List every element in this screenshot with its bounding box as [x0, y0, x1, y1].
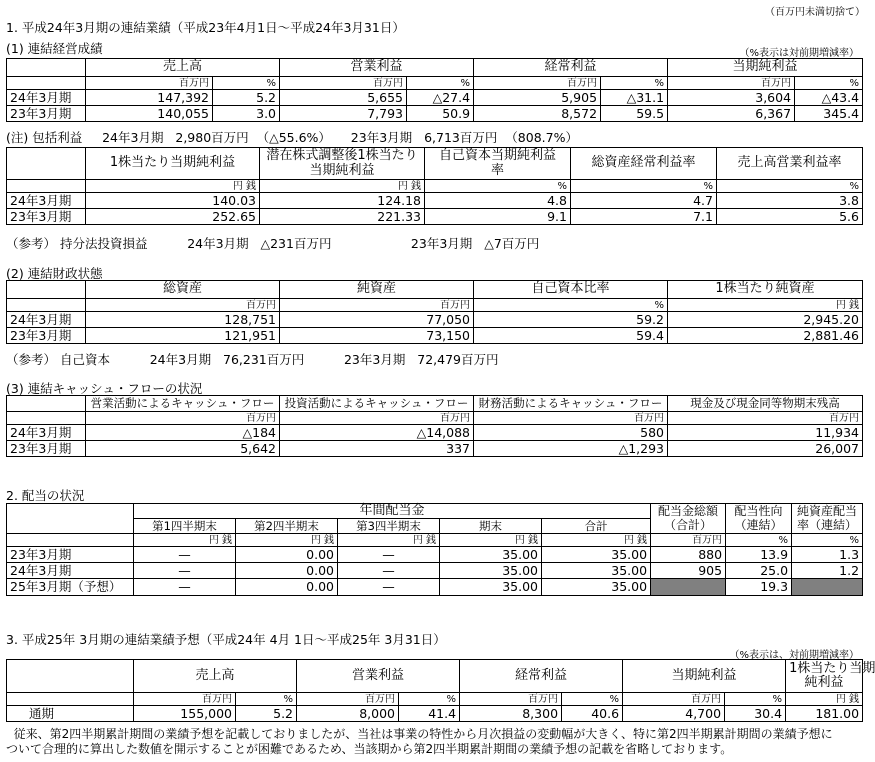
col-head: 1株当たり当期 純利益 [786, 660, 863, 693]
cell: 2,881.46 [668, 328, 863, 344]
row-label: 24年3月期 [7, 193, 86, 209]
cell: 221.33 [260, 209, 425, 225]
col-head: 純資産 [280, 281, 474, 299]
unit: 百万円 [86, 299, 280, 312]
unit: % [425, 180, 571, 193]
unit: 百万円 [651, 534, 726, 547]
unit: 円 銭 [134, 534, 236, 547]
cell: 8,300 [460, 706, 562, 722]
cell: — [134, 563, 236, 579]
col-head: 当期純利益 [623, 660, 786, 693]
section4-title: 2. 配当の状況 [6, 488, 85, 503]
row-label: 23年3月期 [7, 441, 86, 457]
table-row [7, 90, 863, 106]
cell: 2,945.20 [668, 312, 863, 328]
cell: 9.1 [425, 209, 571, 225]
cell: 905 [651, 563, 726, 579]
unit: 百万円 [86, 77, 213, 90]
cell: 1.3 [792, 547, 863, 563]
cell: 1.2 [792, 563, 863, 579]
row-label: 23年3月期 [7, 209, 86, 225]
table-row [7, 441, 863, 457]
cell: 880 [651, 547, 726, 563]
unit: 百万円 [297, 693, 399, 706]
unit: % [407, 77, 474, 90]
cell: 40.6 [562, 706, 623, 722]
cell: 181.00 [786, 706, 863, 722]
cell: 345.4 [795, 106, 863, 122]
row-label: 23年3月期 [7, 547, 134, 563]
cell: 41.4 [399, 706, 460, 722]
cell: △184 [86, 425, 280, 441]
cell: 121,951 [86, 328, 280, 344]
cell: 4.8 [425, 193, 571, 209]
row-label: 24年3月期 [7, 425, 86, 441]
shaded-cell [651, 579, 726, 596]
cell: 580 [474, 425, 668, 441]
col-head: 潜在株式調整後1株当たり 当期純利益 [260, 148, 425, 180]
cell: 124.18 [260, 193, 425, 209]
unit: % [792, 534, 863, 547]
unit: 百万円 [460, 693, 562, 706]
row-label: 24年3月期 [7, 90, 86, 106]
cell: 5.2 [236, 706, 297, 722]
cell: 4.7 [571, 193, 717, 209]
unit: 百万円 [280, 299, 474, 312]
col-head: 財務活動によるキャッシュ・フロー [474, 396, 668, 412]
col-head: 自己資本比率 [474, 281, 668, 299]
cell: 26,007 [668, 441, 863, 457]
unit: 百万円 [474, 77, 601, 90]
cell: 140.03 [86, 193, 260, 209]
cell: △27.4 [407, 90, 474, 106]
cell: 77,050 [280, 312, 474, 328]
section1-sub: (1) 連結経営成績 [6, 41, 103, 56]
financial-position-table [6, 280, 863, 344]
dividend-table [6, 503, 863, 596]
col-head: 期末 [440, 519, 542, 534]
cell: 30.4 [725, 706, 786, 722]
cell: 5,905 [474, 90, 601, 106]
cell: 0.00 [236, 579, 338, 596]
col-head: 第3四半期末 [338, 519, 440, 534]
table-row [7, 579, 863, 596]
cell: 4,700 [623, 706, 725, 722]
cell: 35.00 [440, 579, 542, 596]
col-head: 合計 [542, 519, 651, 534]
col-head: 売上高営業利益率 [717, 148, 863, 180]
forecast-table [6, 659, 875, 722]
col-head: 総資産経常利益率 [571, 148, 717, 180]
cell: 5.2 [213, 90, 280, 106]
group-head: 年間配当金 [134, 504, 651, 519]
unit: % [213, 77, 280, 90]
section1-title: 1. 平成24年3月期の連結業績（平成23年4月1日～平成24年3月31日） [6, 20, 405, 35]
col-head: 経常利益 [460, 660, 623, 693]
col-head: 第2四半期末 [236, 519, 338, 534]
unit: % [474, 299, 668, 312]
equity-note: （参考） 自己資本 24年3月期 76,231百万円 23年3月期 72,479百万円 [6, 352, 499, 367]
row-label: 通期 [7, 706, 134, 722]
unit: % [236, 693, 297, 706]
unit-note: （百万円未満切捨て） [765, 7, 865, 18]
cell: 59.5 [601, 106, 668, 122]
col-head: 営業活動によるキャッシュ・フロー [86, 396, 280, 412]
unit: 百万円 [280, 77, 407, 90]
cell: 3.0 [213, 106, 280, 122]
unit: 百万円 [668, 412, 863, 425]
col-head: 経常利益 [474, 59, 668, 77]
col-head: 当期純利益 [668, 59, 863, 77]
cell: 59.4 [474, 328, 668, 344]
unit: 円 銭 [260, 180, 425, 193]
unit: % [725, 693, 786, 706]
pct-note: （%表示は対前期増減率） [739, 48, 859, 59]
cell: — [134, 579, 236, 596]
table-row [7, 193, 863, 209]
cell: 5,655 [280, 90, 407, 106]
table-row [7, 209, 863, 225]
section3-sub: (3) 連結キャッシュ・フローの状況 [6, 381, 203, 396]
col-head: 配当性向 （連結） [726, 504, 792, 534]
forecast-footnote: 従来、第2四半期累計期間の業績予想を記載しておりましたが、当社は事業の特性から月次損益の変動幅が大きく、特に第2四半期累計期間の業績予想に ついて合理的に算出した数値を開示することが困難であるため、当該期から第2四半期累計期間の業績予想の記載を省略しております。 [6, 727, 833, 756]
cell: 155,000 [134, 706, 236, 722]
cell: 337 [280, 441, 474, 457]
cell: 35.00 [542, 563, 651, 579]
col-head: 売上高 [134, 660, 297, 693]
unit: % [571, 180, 717, 193]
unit: 百万円 [134, 693, 236, 706]
row-label: 23年3月期 [7, 328, 86, 344]
col-head: 営業利益 [297, 660, 460, 693]
cell: — [338, 563, 440, 579]
unit: 円 銭 [786, 693, 863, 706]
operating-results-table [6, 58, 863, 122]
cell: 25.0 [726, 563, 792, 579]
cell: 5,642 [86, 441, 280, 457]
table-row [7, 563, 863, 579]
unit: % [726, 534, 792, 547]
cell: 5.6 [717, 209, 863, 225]
cell: 73,150 [280, 328, 474, 344]
unit: 百万円 [86, 412, 280, 425]
col-head: 第1四半期末 [134, 519, 236, 534]
col-head: 1株当たり純資産 [668, 281, 863, 299]
cell: △43.4 [795, 90, 863, 106]
cell: — [134, 547, 236, 563]
col-head: 自己資本当期純利益 率 [425, 148, 571, 180]
unit: % [601, 77, 668, 90]
table-row [7, 425, 863, 441]
equity-method-note: （参考） 持分法投資損益 24年3月期 △231百万円 23年3月期 △7百万円 [6, 236, 540, 251]
table-row [7, 312, 863, 328]
per-share-table [6, 147, 863, 225]
col-head: 現金及び現金同等物期末残高 [668, 396, 863, 412]
shaded-cell [792, 579, 863, 596]
cell: 3,604 [668, 90, 795, 106]
col-head: 投資活動によるキャッシュ・フロー [280, 396, 474, 412]
section2-sub: (2) 連結財政状態 [6, 266, 103, 281]
table-row [7, 328, 863, 344]
cell: 59.2 [474, 312, 668, 328]
col-head: 純資産配当 率（連結） [792, 504, 863, 534]
col-head: 配当金総額 （合計） [651, 504, 726, 534]
unit: 百万円 [280, 412, 474, 425]
row-label: 24年3月期 [7, 563, 134, 579]
unit: 百万円 [474, 412, 668, 425]
cell: 35.00 [440, 547, 542, 563]
cell: 140,055 [86, 106, 213, 122]
unit: 百万円 [668, 77, 795, 90]
cell: 7,793 [280, 106, 407, 122]
cell: △14,088 [280, 425, 474, 441]
comprehensive-income-note: (注) 包括利益 24年3月期 2,980百万円 （△55.6%） 23年3月期 6,713百万円 （808.7%） [6, 130, 578, 145]
cell: 147,392 [86, 90, 213, 106]
col-head: 総資産 [86, 281, 280, 299]
col-head: 営業利益 [280, 59, 474, 77]
cell: 3.8 [717, 193, 863, 209]
cell: △31.1 [601, 90, 668, 106]
cell: 252.65 [86, 209, 260, 225]
unit: % [795, 77, 863, 90]
cell: 19.3 [726, 579, 792, 596]
cash-flow-table [6, 395, 863, 457]
cell: △1,293 [474, 441, 668, 457]
unit: 百万円 [623, 693, 725, 706]
unit: 円 銭 [668, 299, 863, 312]
unit: % [717, 180, 863, 193]
section5-title: 3. 平成25年 3月期の連結業績予想（平成24年 4月 1日～平成25年 3月31日） [6, 632, 446, 647]
unit: % [399, 693, 460, 706]
unit: 円 銭 [542, 534, 651, 547]
unit: 円 銭 [338, 534, 440, 547]
cell: 8,000 [297, 706, 399, 722]
col-head: 1株当たり当期純利益 [86, 148, 260, 180]
unit: 円 銭 [236, 534, 338, 547]
unit: 円 銭 [86, 180, 260, 193]
cell: — [338, 547, 440, 563]
row-label: 24年3月期 [7, 312, 86, 328]
cell: 50.9 [407, 106, 474, 122]
cell: 0.00 [236, 563, 338, 579]
cell: — [338, 579, 440, 596]
unit: 円 銭 [440, 534, 542, 547]
pct-note: （%表示は、対前期増減率） [729, 650, 859, 661]
col-head: 売上高 [86, 59, 280, 77]
cell: 35.00 [542, 547, 651, 563]
cell: 13.9 [726, 547, 792, 563]
cell: 35.00 [440, 563, 542, 579]
row-label: 23年3月期 [7, 106, 86, 122]
table-row [7, 106, 863, 122]
table-row [7, 706, 863, 722]
cell: 11,934 [668, 425, 863, 441]
cell: 7.1 [571, 209, 717, 225]
table-row [7, 547, 863, 563]
row-label: 25年3月期（予想） [7, 579, 134, 596]
cell: 6,367 [668, 106, 795, 122]
cell: 128,751 [86, 312, 280, 328]
unit: % [562, 693, 623, 706]
cell: 8,572 [474, 106, 601, 122]
cell: 35.00 [542, 579, 651, 596]
cell: 0.00 [236, 547, 338, 563]
